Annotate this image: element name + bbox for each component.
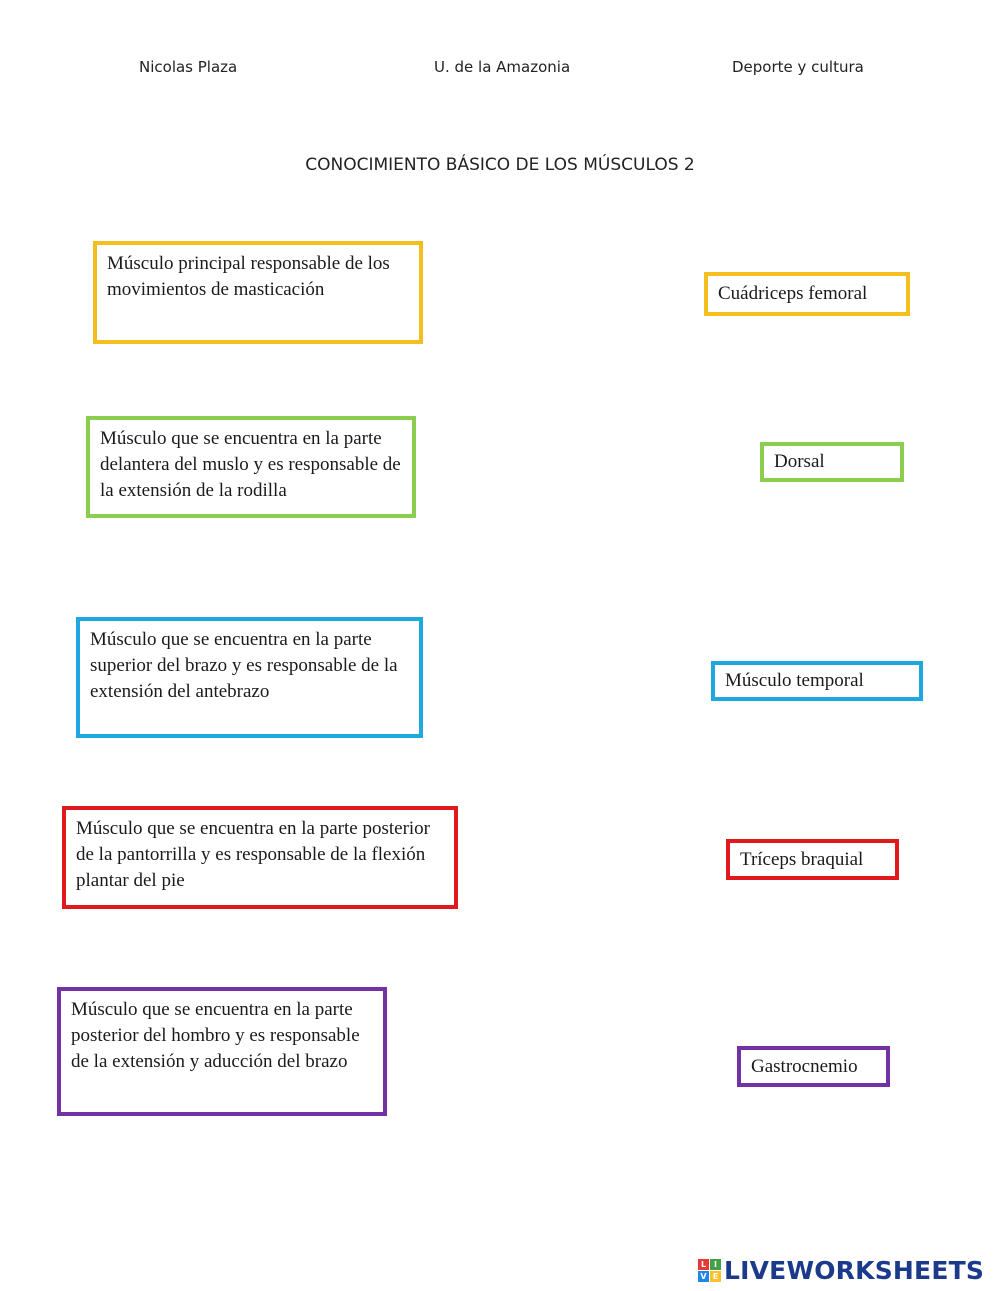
logo-letter: I	[710, 1259, 721, 1270]
answer-box-3[interactable]	[711, 661, 923, 701]
page-title: CONOCIMIENTO BÁSICO DE LOS MÚSCULOS 2	[305, 155, 695, 175]
logo-letter: V	[698, 1271, 709, 1282]
author-name: Nicolas Plaza	[139, 58, 238, 76]
description-box-3[interactable]: Músculo que se encuentra en la parte superior del brazo y es responsable de la extensión del antebrazo	[76, 617, 423, 738]
description-box-5[interactable]: Músculo que se encuentra en la parte posterior del hombro y es responsable de la extensión y aducción del brazo	[57, 987, 387, 1116]
answer-label: Cuádriceps femoral	[718, 283, 868, 304]
answer-box-5[interactable]	[737, 1046, 890, 1087]
liveworksheets-logo	[698, 1255, 984, 1285]
description-box-1[interactable]: Músculo principal responsable de los movimientos de masticación	[93, 241, 423, 344]
answer-box-1[interactable]	[704, 272, 910, 316]
answer-label: Dorsal	[774, 451, 825, 472]
logo-letter: E	[710, 1271, 721, 1282]
liveworksheets-icon	[698, 1259, 721, 1282]
description-box-2[interactable]: Músculo que se encuentra en la parte delantera del muslo y es responsable de la extensión de la rodilla	[86, 416, 416, 518]
brand-name: LIVEWORKSHEETS	[724, 1255, 985, 1285]
answer-label: Músculo temporal	[725, 670, 864, 691]
course-name: Deporte y cultura	[732, 58, 864, 76]
university-name: U. de la Amazonia	[434, 58, 571, 76]
answer-label: Gastrocnemio	[751, 1055, 858, 1077]
answer-box-2[interactable]	[760, 442, 904, 482]
answer-label: Tríceps braquial	[740, 848, 864, 870]
answer-box-4[interactable]	[726, 839, 899, 880]
logo-letter: L	[698, 1259, 709, 1270]
description-box-4[interactable]: Músculo que se encuentra en la parte posterior de la pantorrilla y es responsable de la flexión plantar del pie	[62, 806, 458, 909]
